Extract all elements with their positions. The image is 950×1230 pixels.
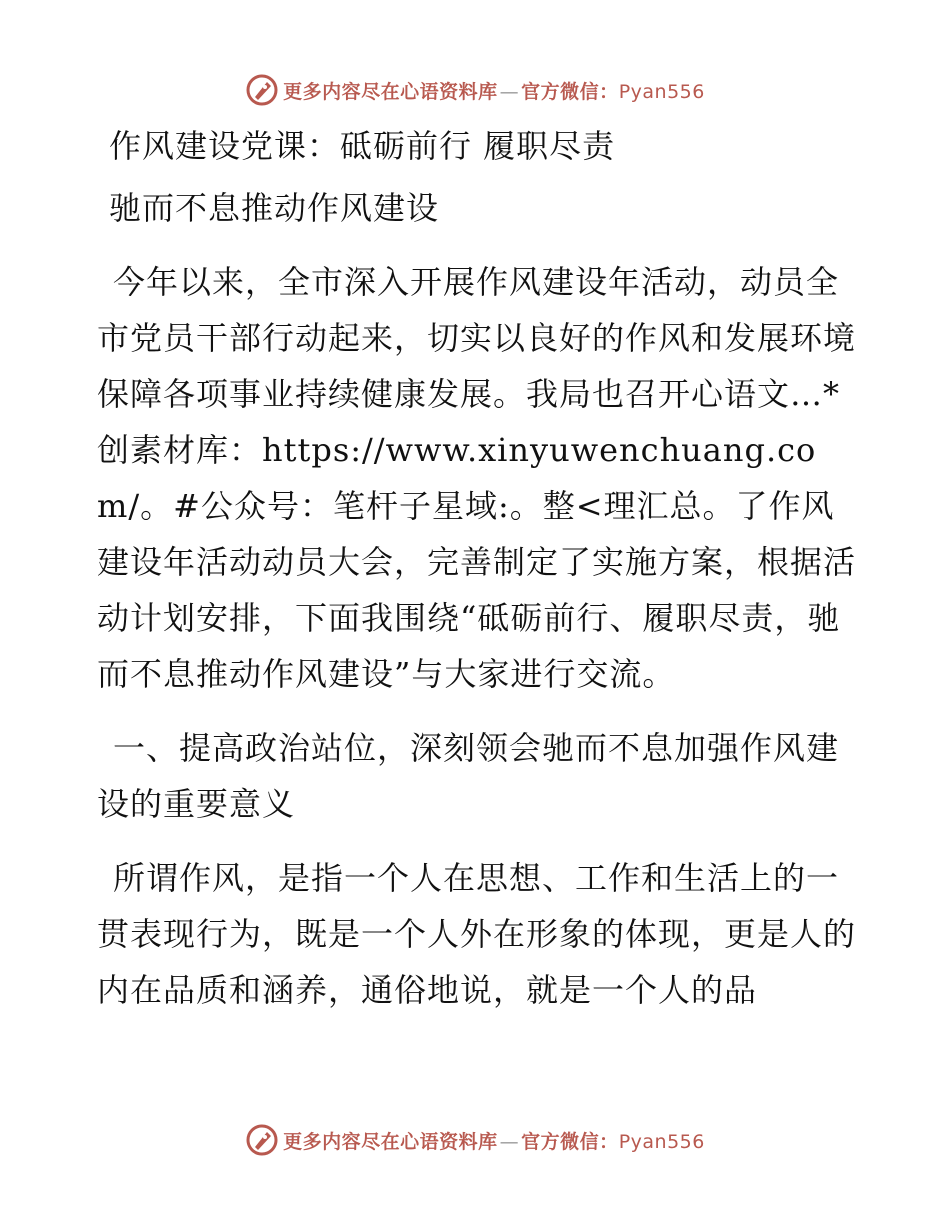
banner-text-wechat: 官方微信： — [521, 1130, 619, 1153]
paragraph-2: 所谓作风，是指一个人在思想、工作和生活上的一贯表现行为，既是一个人外在形象的体现，更是人的内在品质和涵养，通俗地说，就是一个人的品 — [97, 859, 857, 1009]
document-body — [97, 118, 857, 1018]
banner-separator: — — [499, 80, 520, 103]
paragraph-gap — [97, 832, 857, 850]
paragraph-intro: 今年以来，全市深入开展作风建设年活动，动员全市党员干部行动起来，切实以良好的作风和发展环境保障各项事业持续健康发展。我局也召开心语文…*创素材库：https://www.xinyuwenchuang.com/。#公众号：笔杆子星域:。整<理汇总。了作风建设年活动动员大会，完善制定了实施方案，根据活动计划安排，下面我围绕“砥砺前行、履职尽责，驰而不息推动作风建设”与大家进行交流。 — [97, 263, 857, 693]
footer-banner — [0, 1120, 950, 1160]
section-heading-1: 一、提高政治站位，深刻领会驰而不息加强作风建设的重要意义 — [97, 729, 840, 823]
banner-text — [283, 1127, 705, 1154]
document-title-line1: 作风建设党课：砥砺前行 履职尽责 — [109, 127, 616, 165]
banner-text-wechat: 官方微信： — [521, 80, 619, 103]
paragraph-gap — [97, 702, 857, 720]
banner-wechat-id: Pyan556 — [618, 1130, 705, 1153]
banner-wechat-id: Pyan556 — [618, 80, 705, 103]
banner-text-main: 更多内容尽在心语资料库 — [283, 80, 498, 103]
banner-text — [283, 77, 705, 104]
pen-nib-logo-icon — [245, 73, 279, 107]
pen-nib-logo-icon — [245, 1123, 279, 1157]
banner-separator: — — [499, 1130, 520, 1153]
document-title-line2: 驰而不息推动作风建设 — [109, 189, 440, 227]
header-banner — [0, 70, 950, 110]
banner-text-main: 更多内容尽在心语资料库 — [283, 1130, 498, 1153]
